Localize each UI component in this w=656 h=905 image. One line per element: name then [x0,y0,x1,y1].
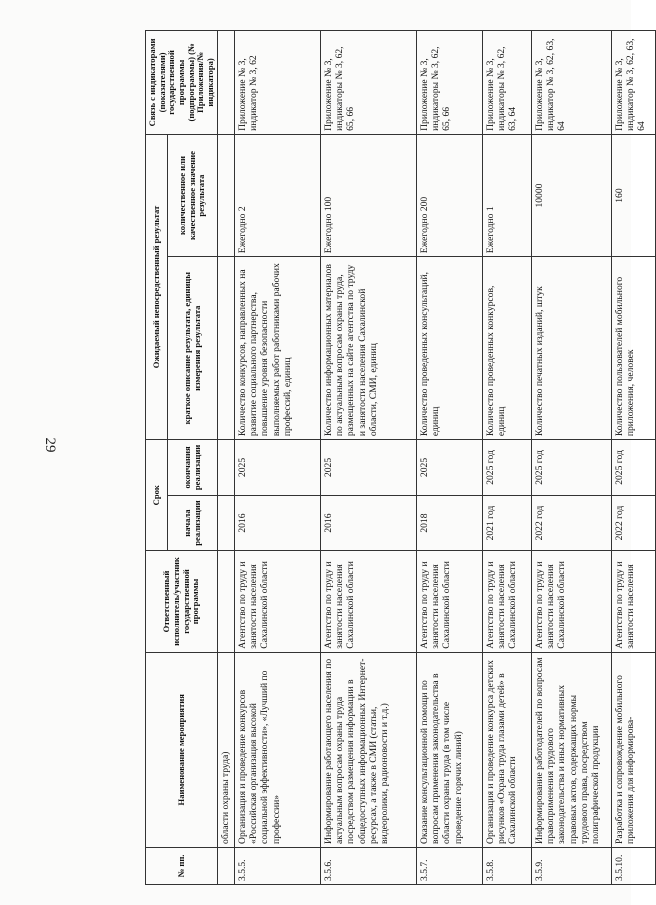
cell-num: 3.5.7. [416,847,482,884]
cell-link: Приложение № 3, индикаторы № 3, 62, 65, 66 [320,31,416,135]
header-term-end: окончания реализации [167,440,218,496]
cell-end: 2025 год [611,440,655,496]
cell-end: 2025 год [482,440,531,496]
header-responsible: Ответственный исполнитель/участник государственной программы [146,551,218,652]
cell-end: 2025 [234,440,320,496]
header-link: Связь с индикаторами (показателями) государственной программы (подпрограммы) (№ Приложения/№ индикатора) [146,31,218,135]
cell-start: 2018 [416,495,482,551]
header-term-start: начала реализации [167,495,218,551]
table-row [416,31,482,885]
header-num: № пп. [146,847,218,884]
table-row [611,31,655,885]
cell-result-value: Ежегодно 1 [482,134,531,256]
measures-table [145,30,656,885]
cell-end: 2025 год [531,440,611,496]
cell-responsible: Агентство по труду и занятости населения Сахалинской области [416,551,482,652]
cell-empty [218,134,234,256]
cell-end: 2025 [416,440,482,496]
header-result-desc: краткое описание результата, единицы измерения результата [167,257,218,440]
cell-link: Приложение № 3, индикатор № 3, 62, 63, 64 [531,31,611,135]
cell-result-value: Ежегодно 2 [234,134,320,256]
table-row [234,31,320,885]
cell-num: 3.5.6. [320,847,416,884]
cell-result-value: 10000 [531,134,611,256]
cell-name: Оказание консультационной помощи по вопросам применения законодательства в области охраны труда (в том числе проведение горячих линий) [416,652,482,847]
cell-empty [218,257,234,440]
table-row [320,31,416,885]
cell-name: Информирование работодателей по вопросам правоприменения трудового законодательства и иных нормативных правовых актов, содержащих нормы трудового права, посредством полиграфической продукции [531,652,611,847]
cell-responsible: Агентство по труду и занятости населения Сахалинской области [234,551,320,652]
header-name: Наименование мероприятия [146,652,218,847]
cell-responsible: Агентство по труду и занятости населения Сахалинской области [531,551,611,652]
cell-continuation-text: области охраны труда) [218,652,234,847]
cell-responsible: Агентство по труду и занятости населения [611,551,655,652]
cell-link: Приложение № 3, индикаторы № 3, 62, 63, 64 [482,31,531,135]
header-row-1 [146,31,168,885]
cell-end: 2025 [320,440,416,496]
cell-result-desc: Количество проведенных конкурсов, единиц [482,257,531,440]
cell-empty [218,551,234,652]
cell-num: 3.5.5. [234,847,320,884]
table-row-continuation [218,31,234,885]
cell-name: Организация и проведение конкурса детских рисунков «Охрана труда глазами детей» в Сахалинской области [482,652,531,847]
cell-result-desc: Количество печатных изданий, штук [531,257,611,440]
cell-link: Приложение № 3, индикаторы № 3, 62, 65, 66 [416,31,482,135]
cell-name: Организация и проведение конкурсов «Российская организация высокой социальной эффективности», «Лучший по профессии» [234,652,320,847]
cell-result-value: Ежегодно 200 [416,134,482,256]
cell-start: 2022 год [611,495,655,551]
table-row [531,31,611,885]
rotated-table-wrapper [145,30,648,885]
cell-empty [218,495,234,551]
cell-link: Приложение № 3, индикатор № 3, 62 [234,31,320,135]
cell-num: 3.5.10. [611,847,655,884]
cell-result-desc: Количество пользователей мобильного приложения, человек [611,257,655,440]
cell-name: Разработка и сопровождение мобильного приложения для информирова- [611,652,655,847]
cell-num: 3.5.9. [531,847,611,884]
cell-link: Приложение № 3, индикатор № 3, 62, 63, 64 [611,31,655,135]
page-number: 29 [42,437,58,453]
cell-result-value: 160 [611,134,655,256]
cell-num: 3.5.8. [482,847,531,884]
cell-start: 2016 [320,495,416,551]
cell-start: 2022 год [531,495,611,551]
cell-empty [218,31,234,135]
cell-start: 2021 год [482,495,531,551]
cell-name: Информирование работающего населения по актуальным вопросам охраны труда посредством размещения информации в общедоступных информационных Интернет-ресурсах, а также в СМИ (статьи, видеоролики, радионовости и т.д.) [320,652,416,847]
cell-responsible: Агентство по труду и занятости населения Сахалинской области [320,551,416,652]
cell-result-value: Ежегодно 100 [320,134,416,256]
header-result-value: количественное или качественное значение результата [167,134,218,256]
cell-result-desc: Количество конкурсов, направленных на развитие социального партнерства, повышение уровня безопасности выполняемых работ работниками рабочих профессий, единиц [234,257,320,440]
table-row [482,31,531,885]
cell-responsible: Агентство по труду и занятости населения Сахалинской области [482,551,531,652]
cell-empty [218,847,234,884]
header-term: Срок [146,440,168,551]
cell-empty [218,440,234,496]
cell-result-desc: Количество информационных материалов по актуальным вопросам охраны труда, размещенных на сайте агентства по труду и занятости населения Сахалинской области, СМИ, единиц [320,257,416,440]
cell-start: 2016 [234,495,320,551]
header-result: Ожидаемый непосредственный результат [146,134,168,439]
cell-result-desc: Количество проведенных консультаций, единиц [416,257,482,440]
